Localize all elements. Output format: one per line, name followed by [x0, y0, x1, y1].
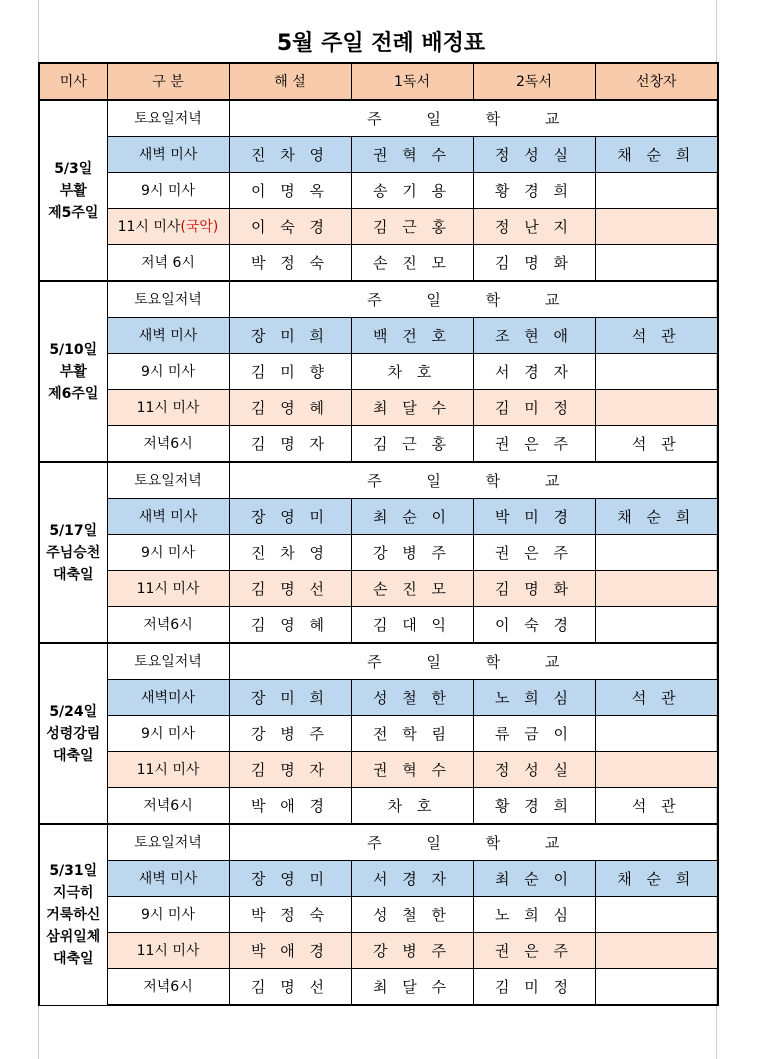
- mass-label: 새벽미사: [140, 689, 196, 706]
- week-date-line: 대축일: [52, 747, 94, 764]
- week-date-line: 5/3일: [54, 160, 93, 177]
- first-reader-cell: 송 기 용: [351, 173, 473, 209]
- second-reader-cell: 서 경 자: [473, 354, 595, 390]
- commentator-cell: 강 병 주: [229, 716, 351, 752]
- saturday-label: 토요일저녁: [107, 643, 229, 680]
- mass-row: [39, 390, 718, 426]
- second-reader-cell: 노 희 심: [473, 897, 595, 933]
- second-reader-cell: 최 순 이: [473, 861, 595, 897]
- commentator-cell: 김 명 선: [229, 969, 351, 1006]
- first-reader-cell: 김 근 홍: [351, 426, 473, 463]
- week-date-line: 5/31일: [49, 862, 98, 879]
- cantor-cell: [595, 173, 718, 209]
- mass-label-cell: [107, 499, 229, 535]
- mass-label-cell: [107, 716, 229, 752]
- first-reader-cell: 성 철 한: [351, 897, 473, 933]
- saturday-label: 토요일저녁: [107, 100, 229, 137]
- mass-label: 9시 미사: [141, 544, 195, 561]
- second-reader-cell: 김 미 정: [473, 390, 595, 426]
- commentator-cell: 장 영 미: [229, 499, 351, 535]
- commentator-cell: 박 정 숙: [229, 897, 351, 933]
- cantor-cell: 채 순 희: [595, 137, 718, 173]
- second-reader-cell: 박 미 경: [473, 499, 595, 535]
- cantor-cell: [595, 752, 718, 788]
- second-reader-cell: 김 미 정: [473, 969, 595, 1006]
- week-1-saturday-row: [39, 100, 718, 137]
- first-reader-cell: 강 병 주: [351, 535, 473, 571]
- first-reader-cell: 권 혁 수: [351, 752, 473, 788]
- mass-label-cell: [107, 354, 229, 390]
- commentator-cell: 장 영 미: [229, 861, 351, 897]
- second-reader-cell: 황 경 희: [473, 173, 595, 209]
- mass-row: [39, 209, 718, 245]
- sunday-school-cell: 주 일 학 교: [229, 281, 718, 318]
- mass-row: [39, 607, 718, 644]
- week-date-line: 5/10일: [49, 341, 98, 358]
- mass-label-cell: [107, 607, 229, 644]
- week-date-line: 부활: [59, 363, 87, 380]
- mass-row: [39, 680, 718, 716]
- commentator-cell: 장 미 희: [229, 318, 351, 354]
- second-reader-cell: 이 숙 경: [473, 607, 595, 644]
- mass-label: 11시 미사: [117, 218, 181, 235]
- mass-row: [39, 969, 718, 1006]
- sunday-school-cell: 주 일 학 교: [229, 824, 718, 861]
- second-reader-cell: 정 난 지: [473, 209, 595, 245]
- second-reader-cell: 노 희 심: [473, 680, 595, 716]
- mass-row: [39, 354, 718, 390]
- commentator-cell: 이 숙 경: [229, 209, 351, 245]
- sunday-school-cell: 주 일 학 교: [229, 100, 718, 137]
- week-date-line: 지극히: [52, 884, 94, 901]
- cantor-cell: 석 관: [595, 426, 718, 463]
- commentator-cell: 박 정 숙: [229, 245, 351, 282]
- week-date-line: 부활: [59, 182, 87, 199]
- mass-row: [39, 426, 718, 463]
- mass-row: [39, 788, 718, 825]
- first-reader-cell: 권 혁 수: [351, 137, 473, 173]
- first-reader-cell: 성 철 한: [351, 680, 473, 716]
- cantor-cell: 채 순 희: [595, 499, 718, 535]
- mass-label: 9시 미사: [141, 363, 195, 380]
- cantor-cell: 석 관: [595, 318, 718, 354]
- cantor-cell: 채 순 희: [595, 861, 718, 897]
- cantor-cell: [595, 354, 718, 390]
- mass-label-cell: [107, 535, 229, 571]
- week-2-saturday-row: [39, 281, 718, 318]
- sunday-school-cell: 주 일 학 교: [229, 462, 718, 499]
- mass-label: 9시 미사: [141, 725, 195, 742]
- mass-label-cell: [107, 137, 229, 173]
- mass-label-cell: [107, 209, 229, 245]
- mass-label: 저녁6시: [143, 435, 193, 452]
- week-date-line: 제5주일: [48, 204, 99, 221]
- header-cantor: 선창자: [595, 63, 718, 100]
- week-date-line: 대축일: [52, 566, 94, 583]
- week-date-line: 5/17일: [49, 522, 98, 539]
- mass-row: [39, 245, 718, 282]
- first-reader-cell: 서 경 자: [351, 861, 473, 897]
- week-date-line: 삼위일체: [46, 928, 101, 945]
- first-reader-cell: 최 순 이: [351, 499, 473, 535]
- commentator-cell: 박 애 경: [229, 933, 351, 969]
- mass-label-cell: [107, 788, 229, 825]
- cantor-cell: [595, 245, 718, 282]
- commentator-cell: 김 명 선: [229, 571, 351, 607]
- commentator-cell: 김 명 자: [229, 752, 351, 788]
- week-date-cell: [39, 643, 107, 824]
- week-4-saturday-row: [39, 643, 718, 680]
- commentator-cell: 진 차 영: [229, 137, 351, 173]
- commentator-cell: 진 차 영: [229, 535, 351, 571]
- schedule-body: [39, 100, 718, 1005]
- week-date-line: 거룩하신: [46, 906, 101, 923]
- first-reader-cell: 전 학 림: [351, 716, 473, 752]
- second-reader-cell: 권 은 주: [473, 535, 595, 571]
- header-row: [39, 63, 718, 100]
- cantor-cell: [595, 933, 718, 969]
- mass-label-cell: [107, 752, 229, 788]
- week-date-cell: [39, 824, 107, 1005]
- mass-row: [39, 861, 718, 897]
- first-reader-cell: 차 호: [351, 788, 473, 825]
- mass-label-cell: [107, 318, 229, 354]
- week-date-cell: [39, 462, 107, 643]
- mass-label: 저녁 6시: [141, 254, 195, 271]
- week-date-cell: [39, 281, 107, 462]
- second-reader-cell: 김 명 화: [473, 571, 595, 607]
- first-reader-cell: 손 진 모: [351, 571, 473, 607]
- mass-row: [39, 499, 718, 535]
- mass-label-cell: [107, 390, 229, 426]
- header-second-reading: 2독서: [473, 63, 595, 100]
- mass-label: 새벽 미사: [138, 508, 198, 525]
- first-reader-cell: 차 호: [351, 354, 473, 390]
- commentator-cell: 김 미 향: [229, 354, 351, 390]
- mass-label: 새벽 미사: [138, 870, 198, 887]
- mass-row: [39, 897, 718, 933]
- page-title: 5월 주일 전례 배정표: [276, 31, 486, 56]
- week-date-line: 제6주일: [48, 385, 99, 402]
- sunday-school-cell: 주 일 학 교: [229, 643, 718, 680]
- commentator-cell: 김 영 혜: [229, 607, 351, 644]
- first-reader-cell: 최 달 수: [351, 390, 473, 426]
- week-date-line: 성령강림: [46, 725, 101, 742]
- first-reader-cell: 김 근 홍: [351, 209, 473, 245]
- commentator-cell: 장 미 희: [229, 680, 351, 716]
- saturday-label: 토요일저녁: [107, 281, 229, 318]
- mass-label-cell: [107, 969, 229, 1006]
- mass-row: [39, 752, 718, 788]
- saturday-label: 토요일저녁: [107, 462, 229, 499]
- week-date-line: 대축일: [52, 950, 94, 967]
- mass-row: [39, 933, 718, 969]
- mass-label-cell: [107, 861, 229, 897]
- cantor-cell: 석 관: [595, 680, 718, 716]
- first-reader-cell: 최 달 수: [351, 969, 473, 1006]
- second-reader-cell: 황 경 희: [473, 788, 595, 825]
- first-reader-cell: 손 진 모: [351, 245, 473, 282]
- commentator-cell: 박 애 경: [229, 788, 351, 825]
- second-reader-cell: 류 금 이: [473, 716, 595, 752]
- first-reader-cell: 강 병 주: [351, 933, 473, 969]
- commentator-cell: 김 영 혜: [229, 390, 351, 426]
- cantor-cell: [595, 390, 718, 426]
- cantor-cell: [595, 716, 718, 752]
- header-first-reading: 1독서: [351, 63, 473, 100]
- schedule-table: [38, 62, 719, 1006]
- commentator-cell: 김 명 자: [229, 426, 351, 463]
- mass-label: 11시 미사: [136, 399, 200, 416]
- cantor-cell: [595, 897, 718, 933]
- mass-label-cell: [107, 245, 229, 282]
- mass-label-cell: [107, 426, 229, 463]
- mass-label: 저녁6시: [143, 797, 193, 814]
- header-commentary: 해 설: [229, 63, 351, 100]
- mass-label-cell: [107, 571, 229, 607]
- commentator-cell: 이 명 옥: [229, 173, 351, 209]
- mass-label: 새벽 미사: [138, 146, 198, 163]
- mass-row: [39, 318, 718, 354]
- mass-row: [39, 716, 718, 752]
- mass-label: 11시 미사: [136, 580, 200, 597]
- week-3-saturday-row: [39, 462, 718, 499]
- week-date-line: 주님승천: [46, 544, 101, 561]
- first-reader-cell: 김 대 익: [351, 607, 473, 644]
- mass-label: 9시 미사: [141, 906, 195, 923]
- header-mass: 미사: [39, 63, 107, 100]
- mass-label: 11시 미사: [136, 942, 200, 959]
- week-date-cell: [39, 100, 107, 281]
- mass-label-cell: [107, 173, 229, 209]
- second-reader-cell: 조 현 애: [473, 318, 595, 354]
- mass-row: [39, 173, 718, 209]
- mass-label: 9시 미사: [141, 182, 195, 199]
- mass-row: [39, 535, 718, 571]
- second-reader-cell: 권 은 주: [473, 933, 595, 969]
- second-reader-cell: 김 명 화: [473, 245, 595, 282]
- cantor-cell: 석 관: [595, 788, 718, 825]
- mass-label-note: (국악): [180, 218, 219, 235]
- mass-label-cell: [107, 680, 229, 716]
- mass-row: [39, 137, 718, 173]
- mass-row: [39, 571, 718, 607]
- cantor-cell: [595, 607, 718, 644]
- second-reader-cell: 권 은 주: [473, 426, 595, 463]
- mass-label: 11시 미사: [136, 761, 200, 778]
- cantor-cell: [595, 535, 718, 571]
- header-category: 구 분: [107, 63, 229, 100]
- saturday-label: 토요일저녁: [107, 824, 229, 861]
- first-reader-cell: 백 건 호: [351, 318, 473, 354]
- second-reader-cell: 정 성 실: [473, 752, 595, 788]
- cantor-cell: [595, 571, 718, 607]
- week-date-line: 5/24일: [49, 703, 98, 720]
- mass-label: 새벽 미사: [138, 327, 198, 344]
- cantor-cell: [595, 969, 718, 1006]
- mass-label: 저녁6시: [143, 616, 193, 633]
- mass-label: 저녁6시: [143, 978, 193, 995]
- second-reader-cell: 정 성 실: [473, 137, 595, 173]
- cantor-cell: [595, 209, 718, 245]
- week-5-saturday-row: [39, 824, 718, 861]
- mass-label-cell: [107, 897, 229, 933]
- mass-label-cell: [107, 933, 229, 969]
